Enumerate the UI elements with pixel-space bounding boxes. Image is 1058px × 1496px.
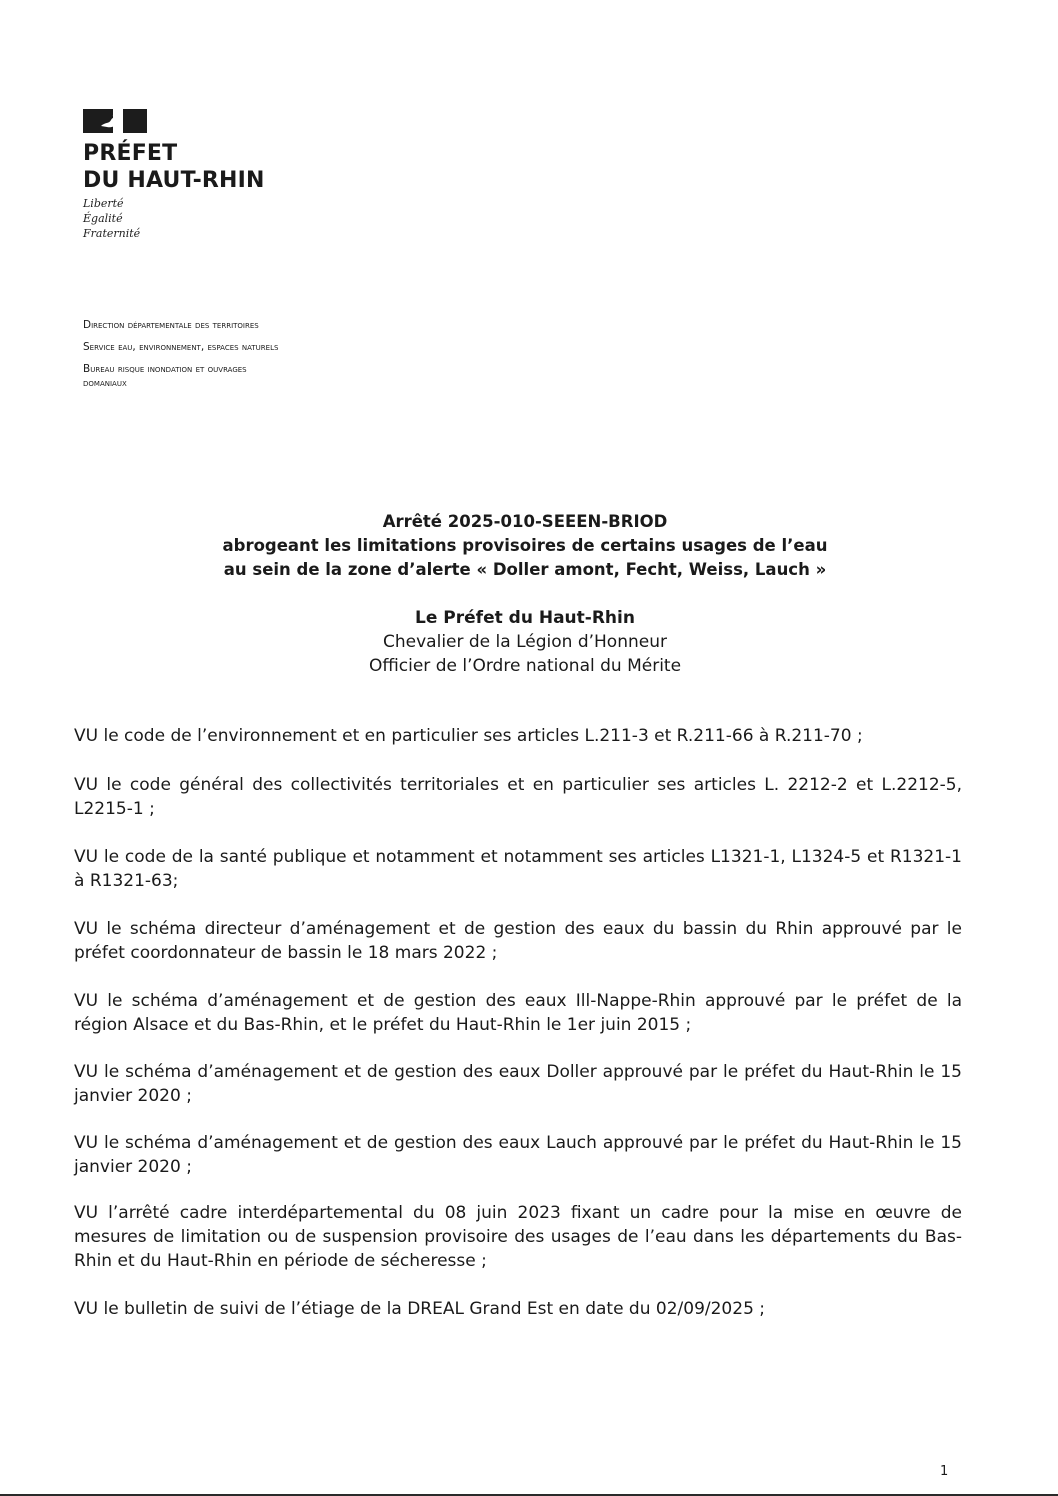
signer-name: Le Préfet du Haut-Rhin bbox=[415, 608, 635, 628]
consideration-item: VU le schéma directeur d’aménagement et de gestion des eaux du bassin du Rhin approuvé par le préfet coordonnateur de bassin le 18 mars 2022 ; bbox=[74, 919, 962, 963]
signer-distinction1: Chevalier de la Légion d’Honneur bbox=[383, 632, 667, 652]
decree-subject-line2: au sein de la zone d’alerte « Doller amont, Fecht, Weiss, Lauch » bbox=[223, 560, 827, 579]
service-block bbox=[83, 314, 278, 390]
service-line2: Service eau, environnement, espaces naturels bbox=[83, 341, 279, 353]
consideration-item: VU l’arrêté cadre interdépartemental du 08 juin 2023 fixant un cadre pour la mise en œuvre de mesures de limitation ou de suspension provisoire des usages de l’eau dans les départements du Bas-Rhin et du Haut-Rhin en période de sécheresse ; bbox=[74, 1203, 962, 1271]
republic-motto bbox=[83, 196, 140, 241]
decree-subject-line1: abrogeant les limitations provisoires de certains usages de l’eau bbox=[222, 536, 828, 555]
service-line1: Direction départementale des territoires bbox=[83, 319, 259, 331]
page-number: 1 bbox=[940, 1464, 949, 1479]
marianne-logo-icon bbox=[83, 109, 147, 133]
service-line4: domaniaux bbox=[83, 377, 127, 389]
motto-egalite: Égalité bbox=[83, 212, 123, 225]
signer-distinction2: Officier de l’Ordre national du Mérite bbox=[368, 656, 682, 676]
prefecture-line2: DU HAUT-RHIN bbox=[83, 168, 265, 193]
service-line3: Bureau risque inondation et ouvrages bbox=[83, 363, 247, 375]
consideration-item: VU le code général des collectivités territoriales et en particulier ses articles L. 2212-2 et L.2212-5, L2215-1 ; bbox=[74, 775, 962, 819]
decree-title bbox=[100, 510, 950, 582]
consideration-item: VU le code de la santé publique et notamment et notamment ses articles L1321-1, L1324-5 et R1321-1 à R1321-63; bbox=[74, 847, 962, 891]
motto-fraternite: Fraternité bbox=[83, 227, 141, 240]
consideration-item: VU le schéma d’aménagement et de gestion des eaux Doller approuvé par le préfet du Haut-Rhin le 15 janvier 2020 ; bbox=[74, 1062, 962, 1106]
consideration-item: VU le bulletin de suivi de l’étiage de la DREAL Grand Est en date du 02/09/2025 ; bbox=[74, 1299, 766, 1319]
decree-number: Arrêté 2025-010-SEEEN-BRIOD bbox=[382, 512, 668, 531]
prefecture-name bbox=[83, 140, 265, 194]
motto-liberte: Liberté bbox=[83, 197, 124, 210]
consideration-item: VU le code de l’environnement et en particulier ses articles L.211-3 et R.211-66 à R.211-70 ; bbox=[74, 726, 863, 746]
consideration-item: VU le schéma d’aménagement et de gestion des eaux Ill-Nappe-Rhin approuvé par le préfet de la région Alsace et du Bas-Rhin, et le préfet du Haut-Rhin le 1er juin 2015 ; bbox=[74, 991, 962, 1035]
signer-block bbox=[100, 606, 950, 678]
consideration-item: VU le schéma d’aménagement et de gestion des eaux Lauch approuvé par le préfet du Haut-Rhin le 15 janvier 2020 ; bbox=[74, 1133, 962, 1177]
prefecture-line1: PRÉFET bbox=[83, 141, 178, 166]
